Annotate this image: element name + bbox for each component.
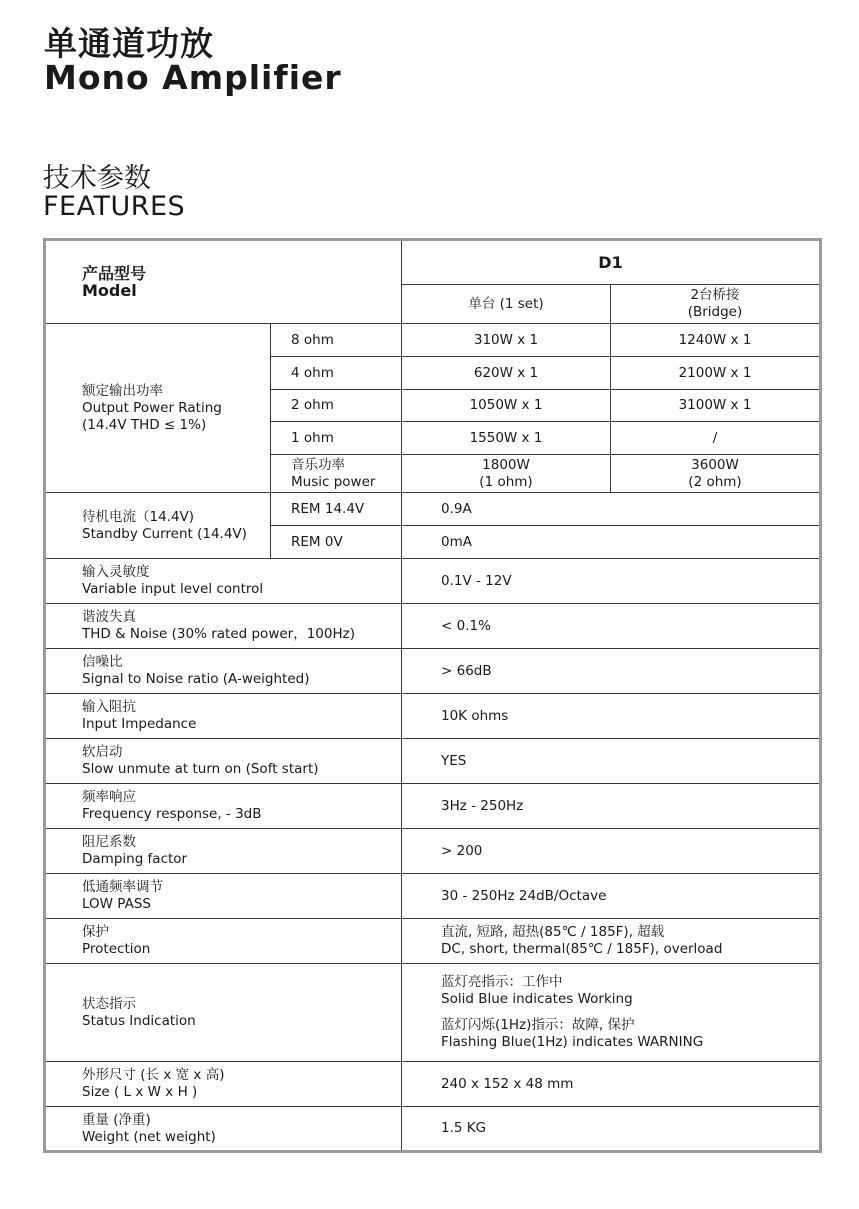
size-label: 外形尺寸 (长 x 宽 x 高) Size ( L x W x H ): [45, 1062, 402, 1107]
load-1ohm: 1 ohm: [271, 422, 402, 455]
standby-value: 0mA: [402, 526, 821, 559]
model-name: D1: [402, 240, 821, 285]
power-single: 1550W x 1: [402, 422, 611, 455]
load-music-power: 音乐功率 Music power: [271, 455, 402, 493]
size-value: 240 x 152 x 48 mm: [402, 1062, 821, 1107]
spec-value: 10K ohms: [402, 694, 821, 739]
spec-label: 阻尼系数 Damping factor: [45, 829, 402, 874]
power-single: 620W x 1: [402, 357, 611, 390]
section-title-cn: 技术参数: [43, 163, 151, 194]
spec-value: 3Hz - 250Hz: [402, 784, 821, 829]
standby-rem-on: REM 14.4V: [271, 493, 402, 526]
standby-value: 0.9A: [402, 493, 821, 526]
load-2ohm: 2 ohm: [271, 390, 402, 422]
section-title-en: FEATURES: [43, 191, 186, 222]
load-4ohm: 4 ohm: [271, 357, 402, 390]
power-single: 310W x 1: [402, 324, 611, 357]
page-title-en: Mono Amplifier: [44, 58, 342, 97]
spec-value: > 200: [402, 829, 821, 874]
standby-rem-off: REM 0V: [271, 526, 402, 559]
column-bridge: 2台桥接 (Bridge): [611, 285, 821, 324]
column-single: 单台 (1 set): [402, 285, 611, 324]
weight-value: 1.5 KG: [402, 1107, 821, 1152]
page-title-cn: 单通道功放: [44, 24, 214, 63]
output-power-label: 额定输出功率 Output Power Rating (14.4V THD ≤ 1%): [45, 324, 271, 493]
spec-value: 0.1V - 12V: [402, 559, 821, 604]
spec-label: 谐波失真 THD & Noise (30% rated power，100Hz): [45, 604, 402, 649]
status-label: 状态指示 Status Indication: [45, 964, 402, 1062]
power-single: 1050W x 1: [402, 390, 611, 422]
standby-current-label: 待机电流（14.4V) Standby Current (14.4V): [45, 493, 271, 559]
power-bridge: 2100W x 1: [611, 357, 821, 390]
model-label-cn: 产品型号: [82, 264, 147, 283]
spec-value: 30 - 250Hz 24dB/Octave: [402, 874, 821, 919]
power-bridge: 1240W x 1: [611, 324, 821, 357]
spec-value: > 66dB: [402, 649, 821, 694]
power-bridge: /: [611, 422, 821, 455]
spec-value: YES: [402, 739, 821, 784]
music-power-bridge: 3600W (2 ohm): [611, 455, 821, 493]
music-power-single: 1800W (1 ohm): [402, 455, 611, 493]
power-bridge: 3100W x 1: [611, 390, 821, 422]
spec-value: < 0.1%: [402, 604, 821, 649]
model-label-en: Model: [82, 281, 137, 300]
status-value: 蓝灯亮指示：工作中 Solid Blue indicates Working 蓝灯闪烁(1Hz)指示：故障, 保护 Flashing Blue(1Hz) indicates WARNING: [402, 964, 821, 1062]
spec-label: 频率响应 Frequency response, - 3dB: [45, 784, 402, 829]
protection-value: 直流, 短路, 超热(85℃ / 185F), 超载 DC, short, thermal(85℃ / 185F), overload: [402, 919, 821, 964]
spec-label: 输入灵敏度 Variable input level control: [45, 559, 402, 604]
load-8ohm: 8 ohm: [271, 324, 402, 357]
spec-label: 软启动 Slow unmute at turn on (Soft start): [45, 739, 402, 784]
model-label-cell: [45, 240, 402, 324]
spec-label: 信噪比 Signal to Noise ratio (A-weighted): [45, 649, 402, 694]
spec-table: [43, 238, 822, 1153]
protection-label: 保护 Protection: [45, 919, 402, 964]
spec-label: 低通频率调节 LOW PASS: [45, 874, 402, 919]
weight-label: 重量 (净重) Weight (net weight): [45, 1107, 402, 1152]
spec-label: 输入阻抗 Input Impedance: [45, 694, 402, 739]
